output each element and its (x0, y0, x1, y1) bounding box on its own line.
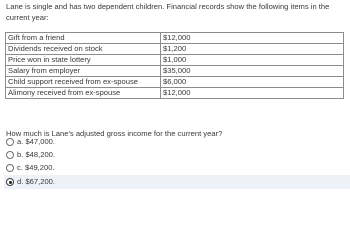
table-row (6, 66, 344, 77)
answer-option-label: c. $49,200. (17, 162, 55, 172)
item-name: Salary from employer (6, 66, 161, 77)
item-amount: $1,200 (161, 44, 344, 55)
answer-option-label: d. $67,200. (17, 177, 56, 186)
table-row (6, 55, 344, 66)
table-row (6, 88, 344, 99)
radio-button-b[interactable] (6, 151, 14, 159)
answer-option-label: a. $47,000. (17, 136, 56, 146)
question-text: How much is Lane's adjusted gross income for the current year? (6, 129, 223, 138)
table-row (6, 33, 344, 44)
answer-option-b[interactable] (4, 148, 350, 161)
item-name: Dividends received on stock (6, 44, 161, 55)
item-name: Gift from a friend (6, 33, 161, 44)
radio-button-a[interactable] (6, 138, 14, 146)
question-prompt: Lane is single and has two dependent children. Financial records show the following items in the current year: (6, 2, 330, 22)
item-name: Price won in state lottery (6, 55, 161, 66)
item-name: Child support received from ex-spouse (6, 77, 161, 88)
financial-items-table (5, 32, 344, 99)
answer-option-d[interactable] (4, 175, 350, 189)
item-amount: $12,000 (161, 33, 344, 44)
item-amount: $1,000 (161, 55, 344, 66)
answer-option-label: b. $48,200. (17, 149, 56, 159)
radio-button-d[interactable] (6, 178, 14, 186)
item-amount: $35,000 (161, 66, 344, 77)
item-amount: $12,000 (161, 88, 344, 99)
item-amount: $6,000 (161, 77, 344, 88)
item-name: Alimony received from ex-spouse (6, 88, 161, 99)
answer-option-c[interactable] (4, 161, 350, 174)
radio-button-c[interactable] (6, 164, 14, 172)
answer-option-a[interactable] (4, 135, 350, 148)
table-row (6, 44, 344, 55)
table-row (6, 77, 344, 88)
